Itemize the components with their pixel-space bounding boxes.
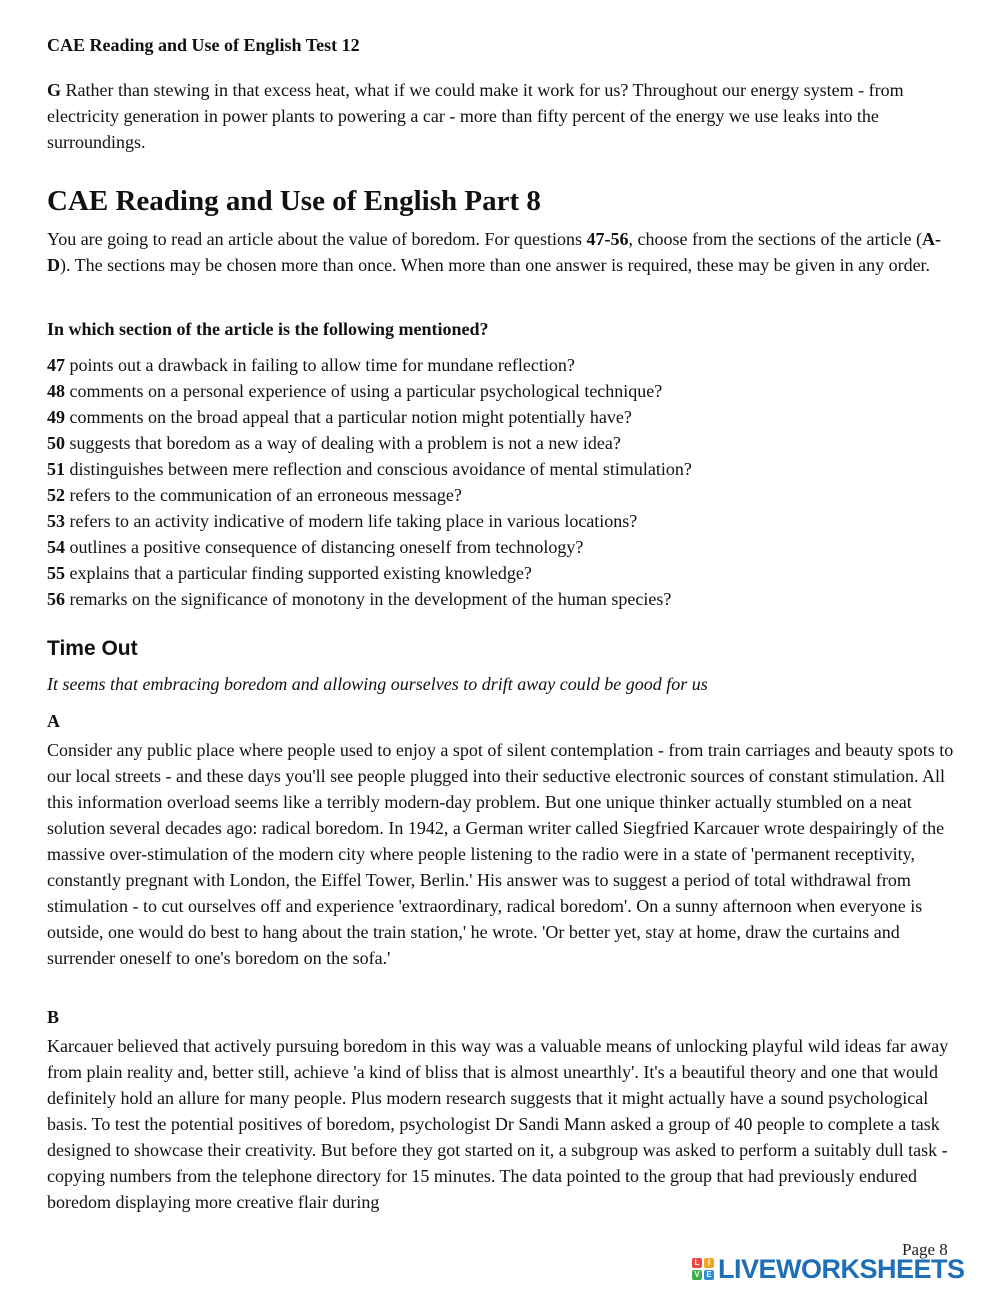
question-number: 53 (47, 511, 65, 531)
liveworksheets-wordmark: LIVEWORKSHEETS (718, 1254, 965, 1284)
question-item (47, 586, 957, 612)
question-item (47, 482, 957, 508)
question-item (47, 430, 957, 456)
liveworksheets-logo-icon (692, 1258, 714, 1280)
question-text: remarks on the significance of monotony in the development of the human species? (65, 589, 672, 609)
question-text: distinguishes between mere reflection and conscious avoidance of mental stimulation? (65, 459, 692, 479)
section-range: A-D (47, 229, 941, 275)
document-header: CAE Reading and Use of English Test 12 (47, 35, 360, 55)
question-number: 52 (47, 485, 65, 505)
question-list (47, 352, 957, 612)
question-text: refers to the communication of an erroneous message? (65, 485, 462, 505)
question-item (47, 560, 957, 586)
question-item (47, 508, 957, 534)
question-text: suggests that boredom as a way of dealing with a problem is not a new idea? (65, 433, 621, 453)
question-item (47, 404, 957, 430)
instructions-text-3: ). The sections may be chosen more than once. When more than one answer is required, these may be given in any order. (60, 255, 931, 275)
logo-tile: L (692, 1258, 702, 1268)
question-text: comments on a personal experience of using a particular psychological technique? (65, 381, 663, 401)
question-number: 56 (47, 589, 65, 609)
article-section-b (47, 1004, 957, 1215)
part-title: CAE Reading and Use of English Part 8 (47, 185, 541, 217)
question-range: 47-56 (586, 229, 629, 249)
question-heading: In which section of the article is the following mentioned? (47, 319, 489, 339)
logo-tile: E (704, 1270, 714, 1280)
question-text: outlines a positive consequence of distancing oneself from technology? (65, 537, 584, 557)
question-item (47, 352, 957, 378)
article-subtitle: It seems that embracing boredom and allowing ourselves to drift away could be good for us (47, 674, 708, 694)
question-item (47, 378, 957, 404)
question-text: refers to an activity indicative of modern life taking place in various locations? (65, 511, 638, 531)
instructions-text-1: You are going to read an article about the value of boredom. For questions (47, 229, 587, 249)
question-item (47, 456, 957, 482)
liveworksheets-logo[interactable] (692, 1254, 965, 1284)
logo-tile: V (692, 1270, 702, 1280)
question-text: points out a drawback in failing to allow time for mundane reflection? (65, 355, 575, 375)
question-item (47, 534, 957, 560)
paragraph-g-text: Rather than stewing in that excess heat, what if we could make it work for us? Throughout our energy system - from electricity generation in power plants to powering a car - more than fifty percent of the energy we use leaks into the surroundings. (47, 80, 904, 152)
page-number: Page 8 (902, 1240, 948, 1259)
article-section-a (47, 708, 957, 971)
section-text: Consider any public place where people used to enjoy a spot of silent contemplation - from train carriages and beauty spots to our local streets - and these days you'll see people plugged into their seductive electronic sources of constant stimulation. All this information overload seems like a terribly modern-day problem. But one unique thinker actually stumbled on a neat solution several decades ago: radical boredom. In 1942, a German writer called Siegfried Karcauer wrote despairingly of the massive over-stimulation of the modern city where people listening to the radio were in a state of 'permanent receptivity, constantly pregnant with London, the Eiffel Tower, Berlin.' His answer was to suggest a period of total withdrawal from stimulation - to cut ourselves off and experience 'extraordinary, radical boredom'. On a sunny afternoon when everyone is outside, one would do best to hang about the train station,' he wrote. 'Or better yet, stay at home, draw the curtains and surrender oneself to one's boredom on the sofa.' (47, 740, 954, 968)
section-letter: B (47, 1007, 60, 1027)
section-text: Karcauer believed that actively pursuing boredom in this way was a valuable means of unlocking playful wild ideas far away from plain reality and, better still, achieve 'a kind of bliss that is almost unearthly'. It's a beautiful theory and one that would definitely hold an allure for many people. Plus modern research suggests that it might actually have a sound psychological basis. To test the potential positives of boredom, psychologist Dr Sandi Mann asked a group of 40 people to complete a task designed to showcase their creativity. But before they got started on it, a subgroup was asked to perform a suitably dull task - copying numbers from the telephone directory for 15 minutes. The data pointed to the group that had previously endured boredom displaying more creative flair during (47, 1036, 949, 1212)
section-letter: A (47, 711, 60, 731)
question-text: comments on the broad appeal that a particular notion might potentially have? (65, 407, 632, 427)
instructions-text-2: , choose from the sections of the article ( (628, 229, 922, 249)
question-number: 50 (47, 433, 65, 453)
question-text: explains that a particular finding supported existing knowledge? (65, 563, 532, 583)
paragraph-g-letter: G (47, 80, 62, 100)
question-number: 48 (47, 381, 65, 401)
question-number: 47 (47, 355, 65, 375)
paragraph-g (47, 77, 957, 155)
question-number: 51 (47, 459, 65, 479)
article-title: Time Out (47, 637, 138, 660)
question-number: 54 (47, 537, 65, 557)
question-number: 55 (47, 563, 65, 583)
question-number: 49 (47, 407, 65, 427)
instructions (47, 226, 957, 278)
logo-tile: I (704, 1258, 714, 1268)
